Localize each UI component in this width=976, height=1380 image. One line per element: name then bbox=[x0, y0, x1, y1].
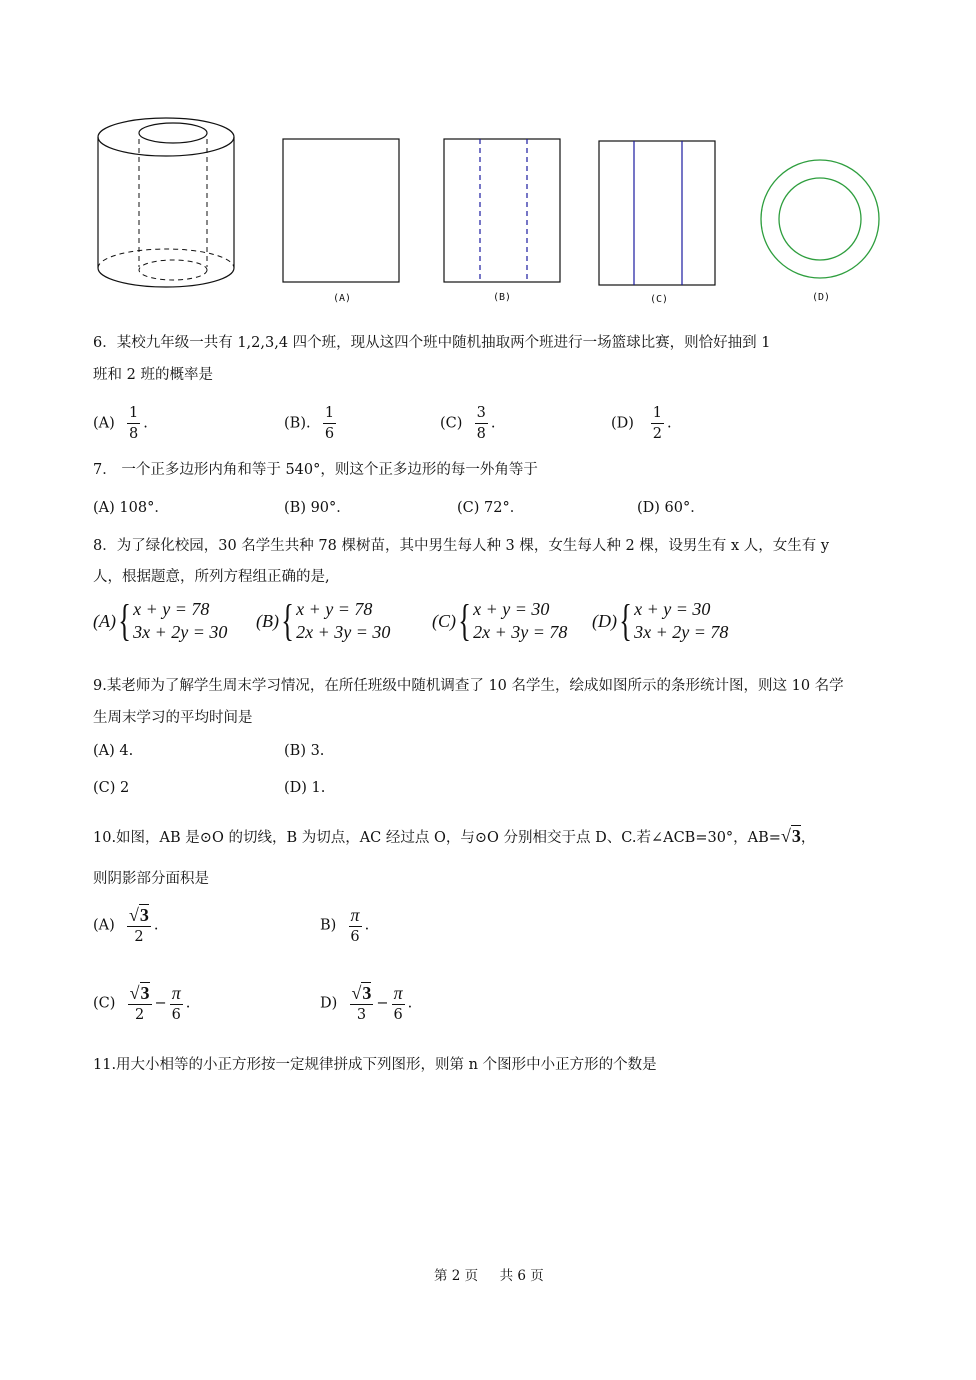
fraction: $\frac{1}{2}$ bbox=[652, 405, 663, 442]
figure-label-a: (A) bbox=[333, 293, 352, 304]
q9-option-b: (B) 3. bbox=[284, 743, 325, 759]
fraction: $\frac{1}{6}$ bbox=[324, 405, 335, 442]
q7-option-b: (B) 90°． bbox=[284, 500, 351, 516]
q7-option-a: (A) 108°． bbox=[93, 500, 169, 516]
q8-option-c: (C) { x + y = 30 2x + 3y = 78 bbox=[432, 596, 568, 646]
figure-label-d: (D) bbox=[812, 292, 831, 303]
view-c-lined-rect bbox=[598, 140, 716, 286]
q10-option-b: B) $\frac{\pi}{6}$ . bbox=[320, 905, 370, 945]
sqrt-expression: √3 bbox=[780, 826, 801, 846]
q8-text-line2: 人，根据题意，所列方程组正确的是, bbox=[93, 569, 330, 585]
figure-label-b: (B) bbox=[493, 292, 512, 303]
q10-text-line2: 则阴影部分面积是 bbox=[93, 871, 209, 887]
q11-text-line1: 11.用大小相等的小正方形按一定规律拼成下列图形，则第 n 个图形中小正方形的个数是 bbox=[93, 1057, 657, 1073]
q8-option-d: (D) { x + y = 30 3x + 2y = 78 bbox=[592, 596, 729, 646]
q9-text-line2: 生周末学习的平均时间是 bbox=[93, 710, 253, 726]
q8-option-b: (B) { x + y = 78 2x + 3y = 30 bbox=[256, 596, 391, 646]
q9-option-d: (D) 1. bbox=[284, 780, 326, 796]
fraction: $\frac{√3}{2}$ bbox=[129, 905, 149, 945]
q8-text-line1: 8．为了绿化校园，30 名学生共种 78 棵树苗，其中男生每人种 3 棵，女生每人种 2 棵，设男生有 x 人，女生有 y bbox=[93, 538, 830, 554]
figure-label-c: (C) bbox=[650, 294, 669, 305]
fraction: $\frac{1}{8}$ bbox=[129, 405, 139, 442]
q6-option-a: (A) $\frac{1}{8}$ . bbox=[93, 405, 148, 442]
q9-option-c: (C) 2 bbox=[93, 780, 130, 796]
page-footer bbox=[434, 1264, 544, 1284]
q6-option-d: (D) $\frac{1}{2}$ . bbox=[611, 405, 672, 442]
view-b-dashed-rect bbox=[443, 138, 561, 283]
q10-option-c: (C) $\frac{√3}{2}$ − $\frac{\pi}{6}$ . bbox=[93, 983, 191, 1023]
fraction: $\frac{√3}{3}$ bbox=[351, 983, 372, 1023]
hollow-cylinder-figure bbox=[95, 115, 245, 297]
option-label: (A) bbox=[93, 415, 115, 432]
option-label: (C) bbox=[440, 415, 463, 432]
fraction: $\frac{√3}{2}$ bbox=[129, 983, 150, 1023]
fraction: $\frac{\pi}{6}$ bbox=[350, 905, 360, 945]
fraction: $\frac{\pi}{6}$ bbox=[171, 983, 181, 1023]
q7-text-line1: 7． 一个正多边形内角和等于 540°，则这个正多边形的每一外角等于 bbox=[93, 462, 538, 478]
option-label: (B). bbox=[284, 415, 311, 432]
q7-option-d: (D) 60°． bbox=[637, 500, 705, 516]
q10-option-a: (A) $\frac{√3}{2}$ . bbox=[93, 905, 159, 945]
fraction: $\frac{3}{8}$ bbox=[476, 405, 486, 442]
view-d-concentric-circles bbox=[758, 157, 882, 281]
option-label: (D) bbox=[611, 415, 634, 432]
q10-option-d: D) $\frac{√3}{3}$ − $\frac{\pi}{6}$ . bbox=[320, 983, 413, 1023]
q8-option-a: (A) { x + y = 78 3x + 2y = 30 bbox=[93, 596, 228, 646]
page-total: 共 6 页 bbox=[499, 1268, 544, 1284]
q6-text-line1: 6．某校九年级一共有 1,2,3,4 四个班，现从这四个班中随机抽取两个班进行一场篮球比赛，则恰好抽到 1 bbox=[93, 335, 771, 351]
fraction: $\frac{\pi}{6}$ bbox=[393, 983, 403, 1023]
q10-text-line1: 10.如图，AB 是⊙O 的切线，B 为切点，AC 经过点 O，与⊙O 分别相交于点 D、C.若∠ACB=30°，AB=√3， bbox=[93, 826, 816, 846]
page-number: 第 2 页 bbox=[434, 1268, 479, 1284]
q6-option-c: (C) $\frac{3}{8}$ . bbox=[440, 405, 496, 442]
q9-text-line1: 9.某老师为了解学生周末学习情况，在所任班级中随机调查了 10 名学生，绘成如图所示的条形统计图，则这 10 名学 bbox=[93, 678, 844, 694]
view-a-square bbox=[282, 138, 400, 283]
q7-option-c: (C) 72°． bbox=[457, 500, 525, 516]
q6-option-b bbox=[284, 406, 339, 441]
q9-option-a: (A) 4. bbox=[93, 743, 134, 759]
q6-text-line2: 班和 2 班的概率是 bbox=[93, 367, 213, 383]
